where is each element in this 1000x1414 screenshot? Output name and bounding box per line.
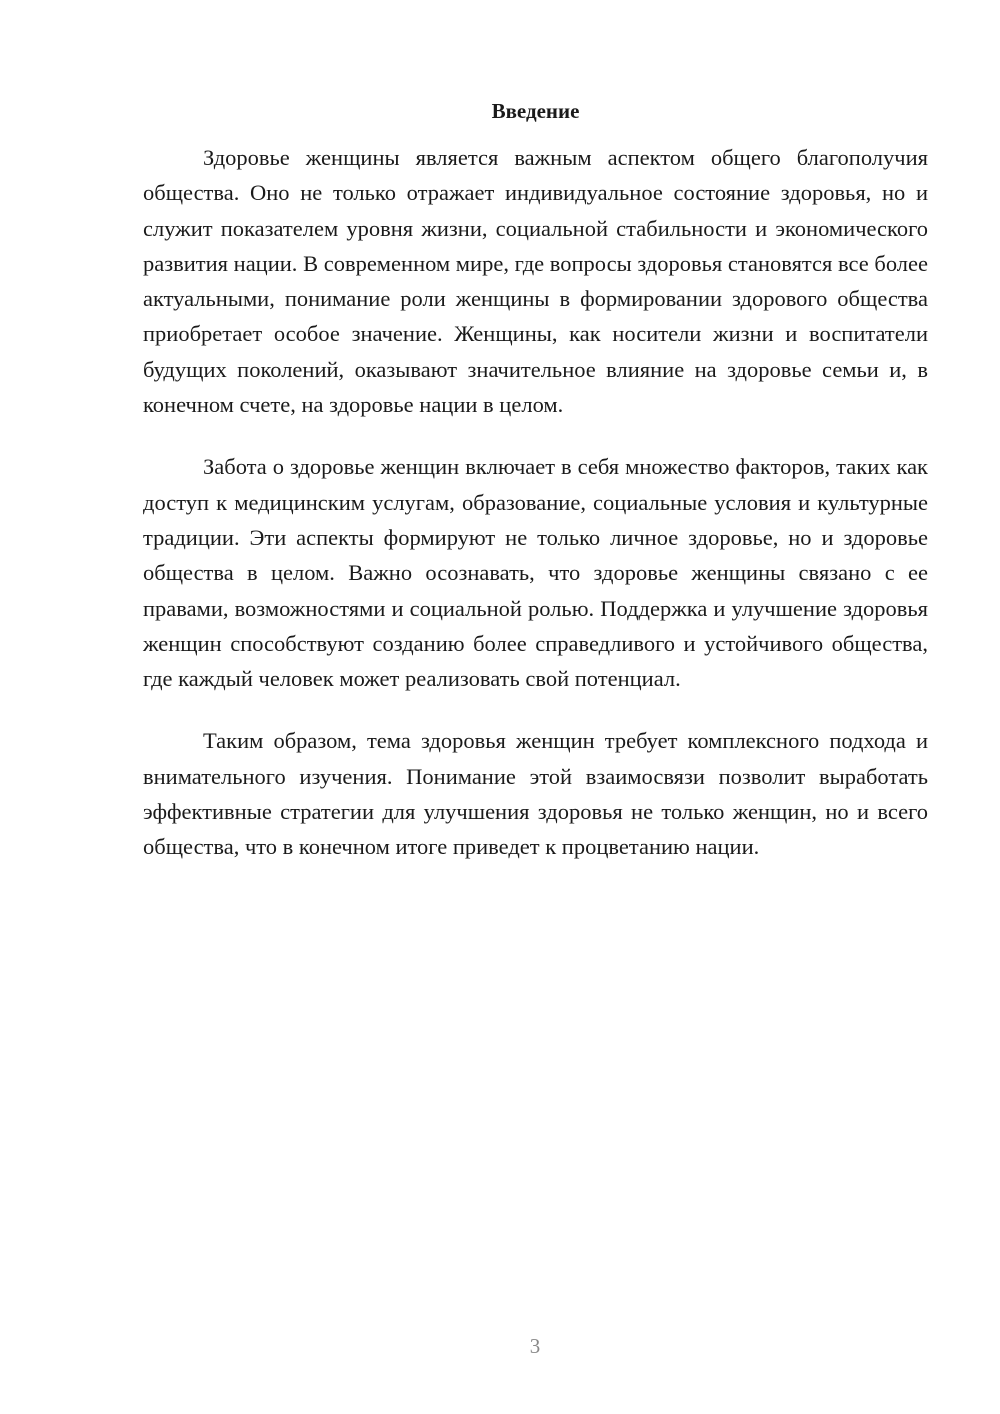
page-number: 3 bbox=[529, 1334, 541, 1358]
paragraph-1: Здоровье женщины является важным аспектом общего благополучия общества. Оно не только отражает индивидуальное состояние здоровья, но и служит показателем уровня жизни, социальной стабильности и экономического развития нации. В современном мире, где вопросы здоровья становятся все более актуальными, понимание роли женщины в формировании здорового общества приобретает особое значение. Женщины, как носители жизни и воспитатели будущих поколений, оказывают значительное влияние на здоровье семьи и, в конечном счете, на здоровье нации в целом. bbox=[143, 145, 928, 418]
paragraph-3: Таким образом, тема здоровья женщин требует комплексного подхода и внимательного изучения. Понимание этой взаимосвязи позволит выработать эффективные стратегии для улучшения здоровья не только женщин, но и всего общества, что в конечном итоге приведет к процветанию нации. bbox=[143, 728, 928, 860]
body-text bbox=[143, 140, 928, 892]
paragraph-2: Забота о здоровье женщин включает в себя множество факторов, таких как доступ к медицинским услугам, образование, социальные условия и культурные традиции. Эти аспекты формируют не только личное здоровье, но и здоровье общества в целом. Важно осознавать, что здоровье женщины связано с ее правами, возможностями и социальной ролью. Поддержка и улучшение здоровья женщин способствуют созданию более справедливого и устойчивого общества, где каждый человек может реализовать свой потенциал. bbox=[143, 454, 928, 692]
section-heading: Введение bbox=[491, 99, 580, 123]
